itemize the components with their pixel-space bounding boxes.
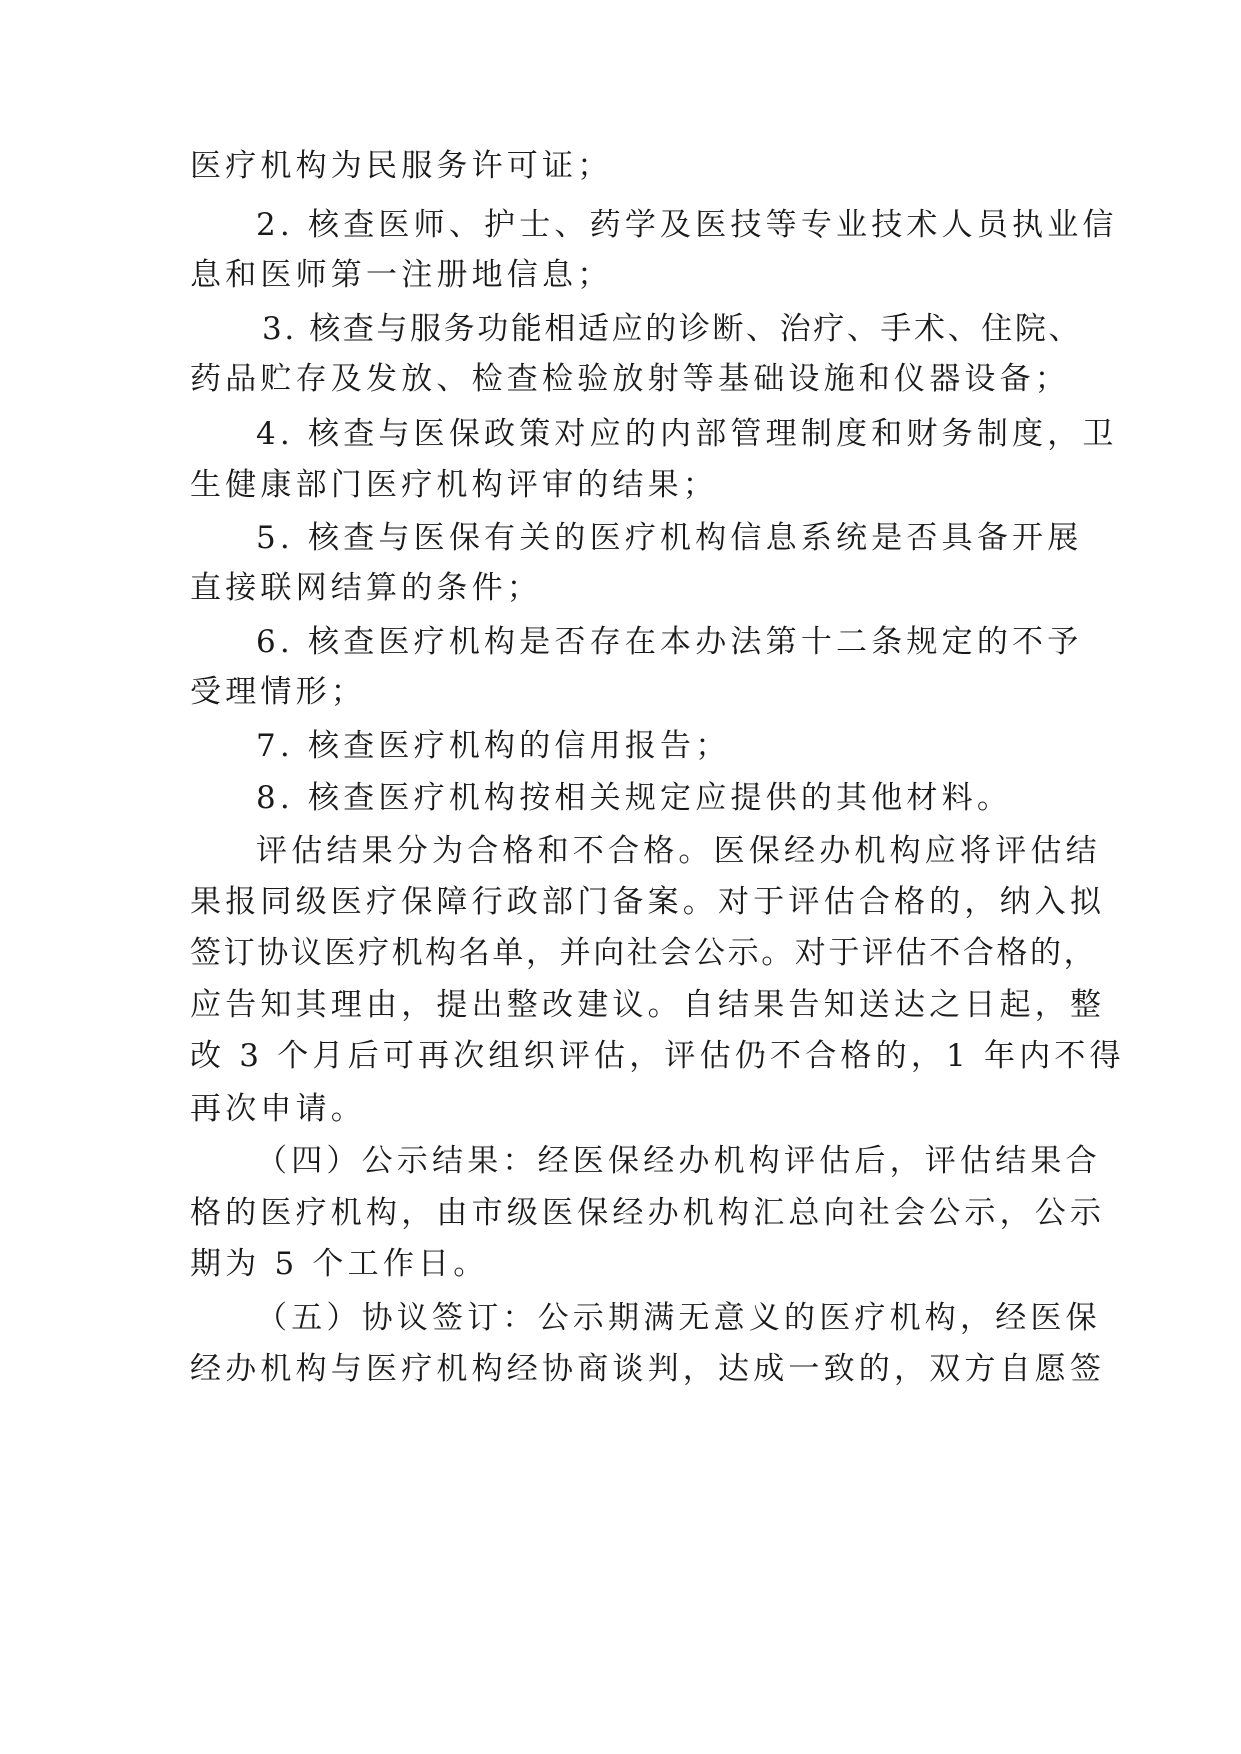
text-line: 签订协议医疗机构名单，并向社会公示。对于评估不合格的， [190,935,1098,971]
text-line: 生健康部门医疗机构评审的结果； [190,467,718,503]
list-item-7: 7. 核查医疗机构的信用报告； [256,728,731,764]
text-line: 格的医疗机构，由市级医保经办机构汇总向社会公示，公示 [190,1195,1106,1231]
text-line: 医疗机构为民服务许可证； [190,148,613,184]
text-line: 改 3 个月后可再次组织评估，评估仍不合格的，1 年内不得 [190,1038,1125,1074]
list-item-4: 4. 核查与医保政策对应的内部管理制度和财务制度，卫 [256,416,1118,452]
list-item-6: 6. 核查医疗机构是否存在本办法第十二条规定的不予 [256,624,1083,660]
text-line: 再次申请。 [190,1091,366,1127]
section-heading-4: （四）公示结果：经医保经办机构评估后，评估结果合 [256,1143,1101,1179]
list-item-5: 5. 核查与医保有关的医疗机构信息系统是否具备开展 [256,520,1083,556]
section-heading-5: （五）协议签订：公示期满无意义的医疗机构，经医保 [256,1300,1101,1336]
text-line: 果报同级医疗保障行政部门备案。对于评估合格的，纳入拟 [190,884,1106,920]
text-line: 药品贮存及发放、检查检验放射等基础设施和仪器设备； [190,361,1070,397]
list-item-2: 2. 核查医师、护士、药学及医技等专业技术人员执业信 [256,207,1118,243]
text-line: 直接联网结算的条件； [190,570,542,606]
text-line: 经办机构与医疗机构经协商谈判，达成一致的，双方自愿签 [190,1351,1106,1387]
list-item-3: 3. 核查与服务功能相适应的诊断、治疗、手术、住院、 [262,311,1083,347]
text-line: 受理情形； [190,674,366,710]
text-line: 应告知其理由，提出整改建议。自结果告知送达之日起，整 [190,987,1106,1023]
paragraph-start: 评估结果分为合格和不合格。医保经办机构应将评估结 [256,833,1101,869]
list-item-8: 8. 核查医疗机构按相关规定应提供的其他材料。 [256,780,1013,816]
text-line: 息和医师第一注册地信息； [190,257,613,293]
text-line: 期为 5 个工作日。 [190,1246,489,1282]
